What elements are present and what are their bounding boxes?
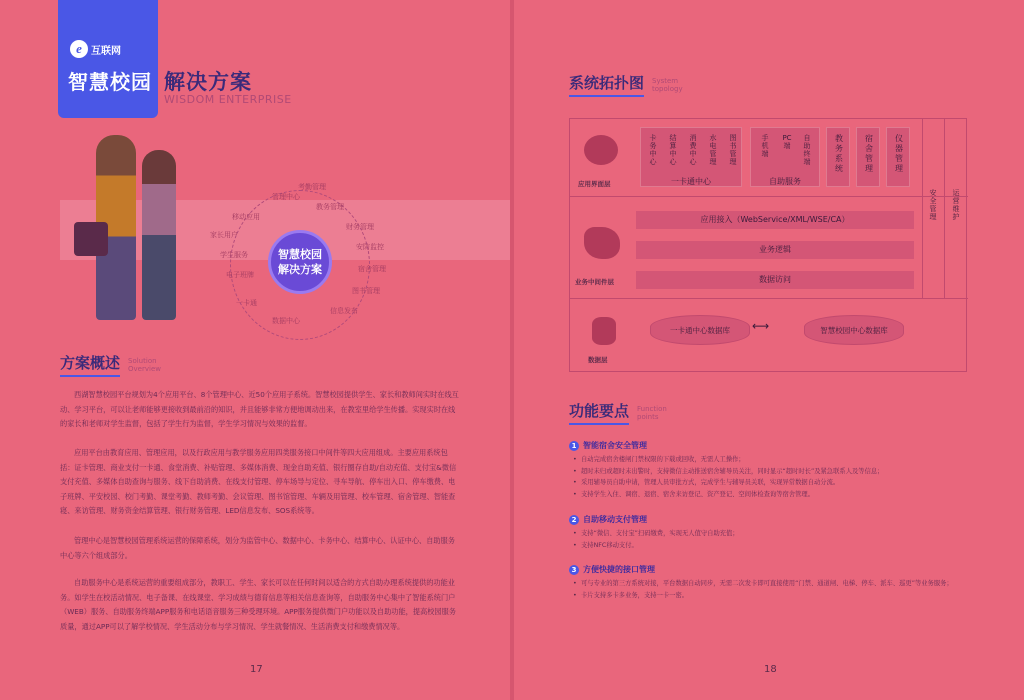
self-item: PC端 <box>782 134 792 150</box>
other-system-box <box>856 127 880 187</box>
middleware-bar: 应用接入（WebService/XML/WSE/CA） <box>636 211 914 229</box>
feature-item: • 采用辅导员自助申请，管理人员审批方式，完成学生与辅导员关联，实现异常数据自动分流。 <box>569 477 964 489</box>
hero-label: 家长用户 <box>210 231 238 239</box>
section-en <box>652 77 683 97</box>
hero-label: 管理中心 <box>272 193 300 201</box>
feature-number: 1 <box>569 441 579 451</box>
self-group-label: 自助服务 <box>769 177 801 186</box>
logo-e-icon: e <box>70 40 88 58</box>
title-sub: 解决方案 <box>164 70 252 94</box>
hero-label: 电子班牌 <box>226 271 254 279</box>
section-en-line: Overview <box>128 365 161 373</box>
hero-center-circle <box>268 230 332 294</box>
hero-label: 学生服务 <box>220 251 248 259</box>
features-section-header <box>569 400 667 425</box>
map-icon <box>584 227 620 259</box>
feature-item: • 支持NFC移动支付。 <box>569 540 964 552</box>
paragraph: 西湖智慧校园平台规划为4个应用平台、8个管理中心、近50个应用子系统。智慧校园提供学生、家长和教师间实时在线互动、学习平台，可以让老师能够更接收到最前沿的知识，并且能够非常方便地调动出来，在教室里给学生传播。实现实时在线的家长和老师对学生监督，包括了学生行为监督，学生学习情况与效果的监督。 <box>60 390 459 428</box>
topology-diagram <box>569 118 967 372</box>
student-figure <box>142 150 176 320</box>
card-center-group <box>640 127 742 187</box>
feature-block <box>569 440 964 500</box>
ops-column <box>944 119 966 299</box>
section-title: 系统拓扑图 <box>569 72 644 97</box>
section-en-line: points <box>637 413 659 421</box>
hero-label: 财务管理 <box>346 223 374 231</box>
card-item: 消费中心 <box>689 134 697 166</box>
card-item: 卡务中心 <box>649 134 657 166</box>
card-item: 图书管理 <box>729 134 737 166</box>
self-item: 自助终端 <box>803 134 811 166</box>
section-en-line: Solution <box>128 357 157 365</box>
bidirectional-arrow-icon: ⟷ <box>752 319 770 333</box>
page-number: 18 <box>764 664 777 675</box>
users-icon <box>584 135 618 165</box>
feature-item: • 超时未归或超时未出警时，支持微信主动推送宿舍辅导员关注，同时显示“超时时长”及紧急联系人及等信息； <box>569 466 964 478</box>
topology-section-header <box>569 72 683 97</box>
middleware-layer-row <box>570 197 968 299</box>
title-en: WISDOM ENTERPRISE <box>164 93 292 106</box>
hero-label: 数据中心 <box>272 317 300 325</box>
self-service-group <box>750 127 820 187</box>
database-icon <box>592 317 616 345</box>
feature-title: 自助移动支付管理 <box>583 515 647 524</box>
logo-text: 互联网 <box>91 45 121 57</box>
title-main: 智慧校园 <box>68 70 152 94</box>
other-item: 教务系统 <box>835 134 843 173</box>
feature-title: 智能宿舍安全管理 <box>583 441 647 450</box>
layer-label: 业务中间件层 <box>575 278 614 286</box>
feature-number: 3 <box>569 565 579 575</box>
section-en <box>128 357 161 377</box>
side-label: 安全管理 <box>929 189 937 221</box>
bag-icon <box>74 222 108 256</box>
section-en-line: System <box>652 77 679 85</box>
section-title: 功能要点 <box>569 400 629 425</box>
hero-label: 考勤管理 <box>298 183 326 191</box>
feature-item: • 支持“微信、支付宝”扫码缴费，实现无人值守自助充值； <box>569 528 964 540</box>
card-item: 水电管理 <box>709 134 717 166</box>
section-en-line: Function <box>637 405 667 413</box>
feature-number: 2 <box>569 515 579 525</box>
feature-title: 方便快捷的接口管理 <box>583 565 655 574</box>
section-title: 方案概述 <box>60 352 120 377</box>
side-label: 运营维护 <box>952 189 960 221</box>
middleware-bar: 业务逻辑 <box>636 241 914 259</box>
hero-illustration <box>60 130 510 330</box>
feature-item: • 可与专业的第三方系统对接，平台数据自动同步，无需二次发卡即可直接使用“门禁、通道闸、电梯、停车、派车、巡更”等业务服务； <box>569 578 964 590</box>
campus-database: 智慧校园中心数据库 <box>804 315 904 345</box>
other-system-box <box>826 127 850 187</box>
app-layer-row <box>570 119 968 197</box>
brand-block <box>58 0 158 118</box>
hero-label: 宿舍管理 <box>358 265 386 273</box>
hero-label: 移动应用 <box>232 213 260 221</box>
self-item: 手机端 <box>761 134 769 158</box>
other-system-box <box>886 127 910 187</box>
hero-label: 一卡通 <box>236 299 257 307</box>
hero-label: 安防监控 <box>356 243 384 251</box>
other-item: 仪器管理 <box>895 134 903 173</box>
hero-label: 信息发布 <box>330 307 358 315</box>
card-item: 结算中心 <box>669 134 677 166</box>
feature-item: • 支持学生入住、调宿、退宿、宿舍来访登记、资产登记、空间体检查询等宿舍管理。 <box>569 489 964 501</box>
hero-label: 图书管理 <box>352 287 380 295</box>
middleware-bar: 数据访问 <box>636 271 914 289</box>
security-column <box>922 119 944 299</box>
feature-block <box>569 564 964 601</box>
paragraph: 管理中心是智慧校园管理系统运营的保障系统，划分为监管中心、数据中心、卡务中心、结算中心、认证中心、自助服务中心等六个组成部分。 <box>60 536 455 560</box>
logo <box>70 40 121 58</box>
section-en <box>637 405 667 425</box>
section-en-line: topology <box>652 85 683 93</box>
hero-center-line: 智慧校园 <box>278 248 322 261</box>
page-number: 17 <box>250 664 263 675</box>
hero-label: 教务管理 <box>316 203 344 211</box>
feature-item: • 自动完成宿舍楼闸门禁权限的下载或回收，无需人工操作； <box>569 454 964 466</box>
paragraph: 自助服务中心是系统运营的重要组成部分，教职工、学生、家长可以在任何时间以适合的方式自助办理系统提供的功能业务。如学生在校活动情况、电子备课、在线课堂、学习成绩与德育信息等相关信息查询等，自助服务中心集中了智能系统门户（WEB）服务、自助服务终端APP服务和电话语音服务三种受理环境。APP服务提供微门户功能以及自助功能，提高校园服务质量，通过APP可以了解学校情况、学生活动分布与学习情况、学生就餐情况、生活消费支付和缴费情况等。 <box>60 578 456 631</box>
layer-label: 数据层 <box>588 356 608 364</box>
card-group-label: 一卡通中心 <box>671 177 711 186</box>
overview-section-header <box>60 352 161 377</box>
feature-block <box>569 514 964 551</box>
paragraph: 应用平台由教育应用、管理应用，以及行政应用与教学服务应用四类服务接口中间件等四大应用组成。主要应用系统包括：证卡管理、商业支付一卡通、食堂消费、补贴管理、多媒体消费、现金自助充值、银行圈存自助/自动充值、支付宝&微信支付充值、多媒体自助查询与服务、线下自助消费、在线支付管理、停车场导与定位、寻车导航、停车出入口、停车缴费、电子班牌、平安校园、校门考勤、课堂考勤、教师考勤、会议管理、图书馆管理、车辆及用管理、校车管理、宿舍管理、智能查寝、来访管理、财务资金结算管理、银行财务管理、LED信息发布、SOS系统等。 <box>60 448 457 515</box>
other-item: 宿舍管理 <box>865 134 873 173</box>
feature-item: • 卡片支持多卡多业务，支持一卡一密。 <box>569 590 964 602</box>
card-database: 一卡通中心数据库 <box>650 315 750 345</box>
hero-center-line: 解决方案 <box>278 263 322 276</box>
layer-label: 应用界面层 <box>578 180 611 188</box>
